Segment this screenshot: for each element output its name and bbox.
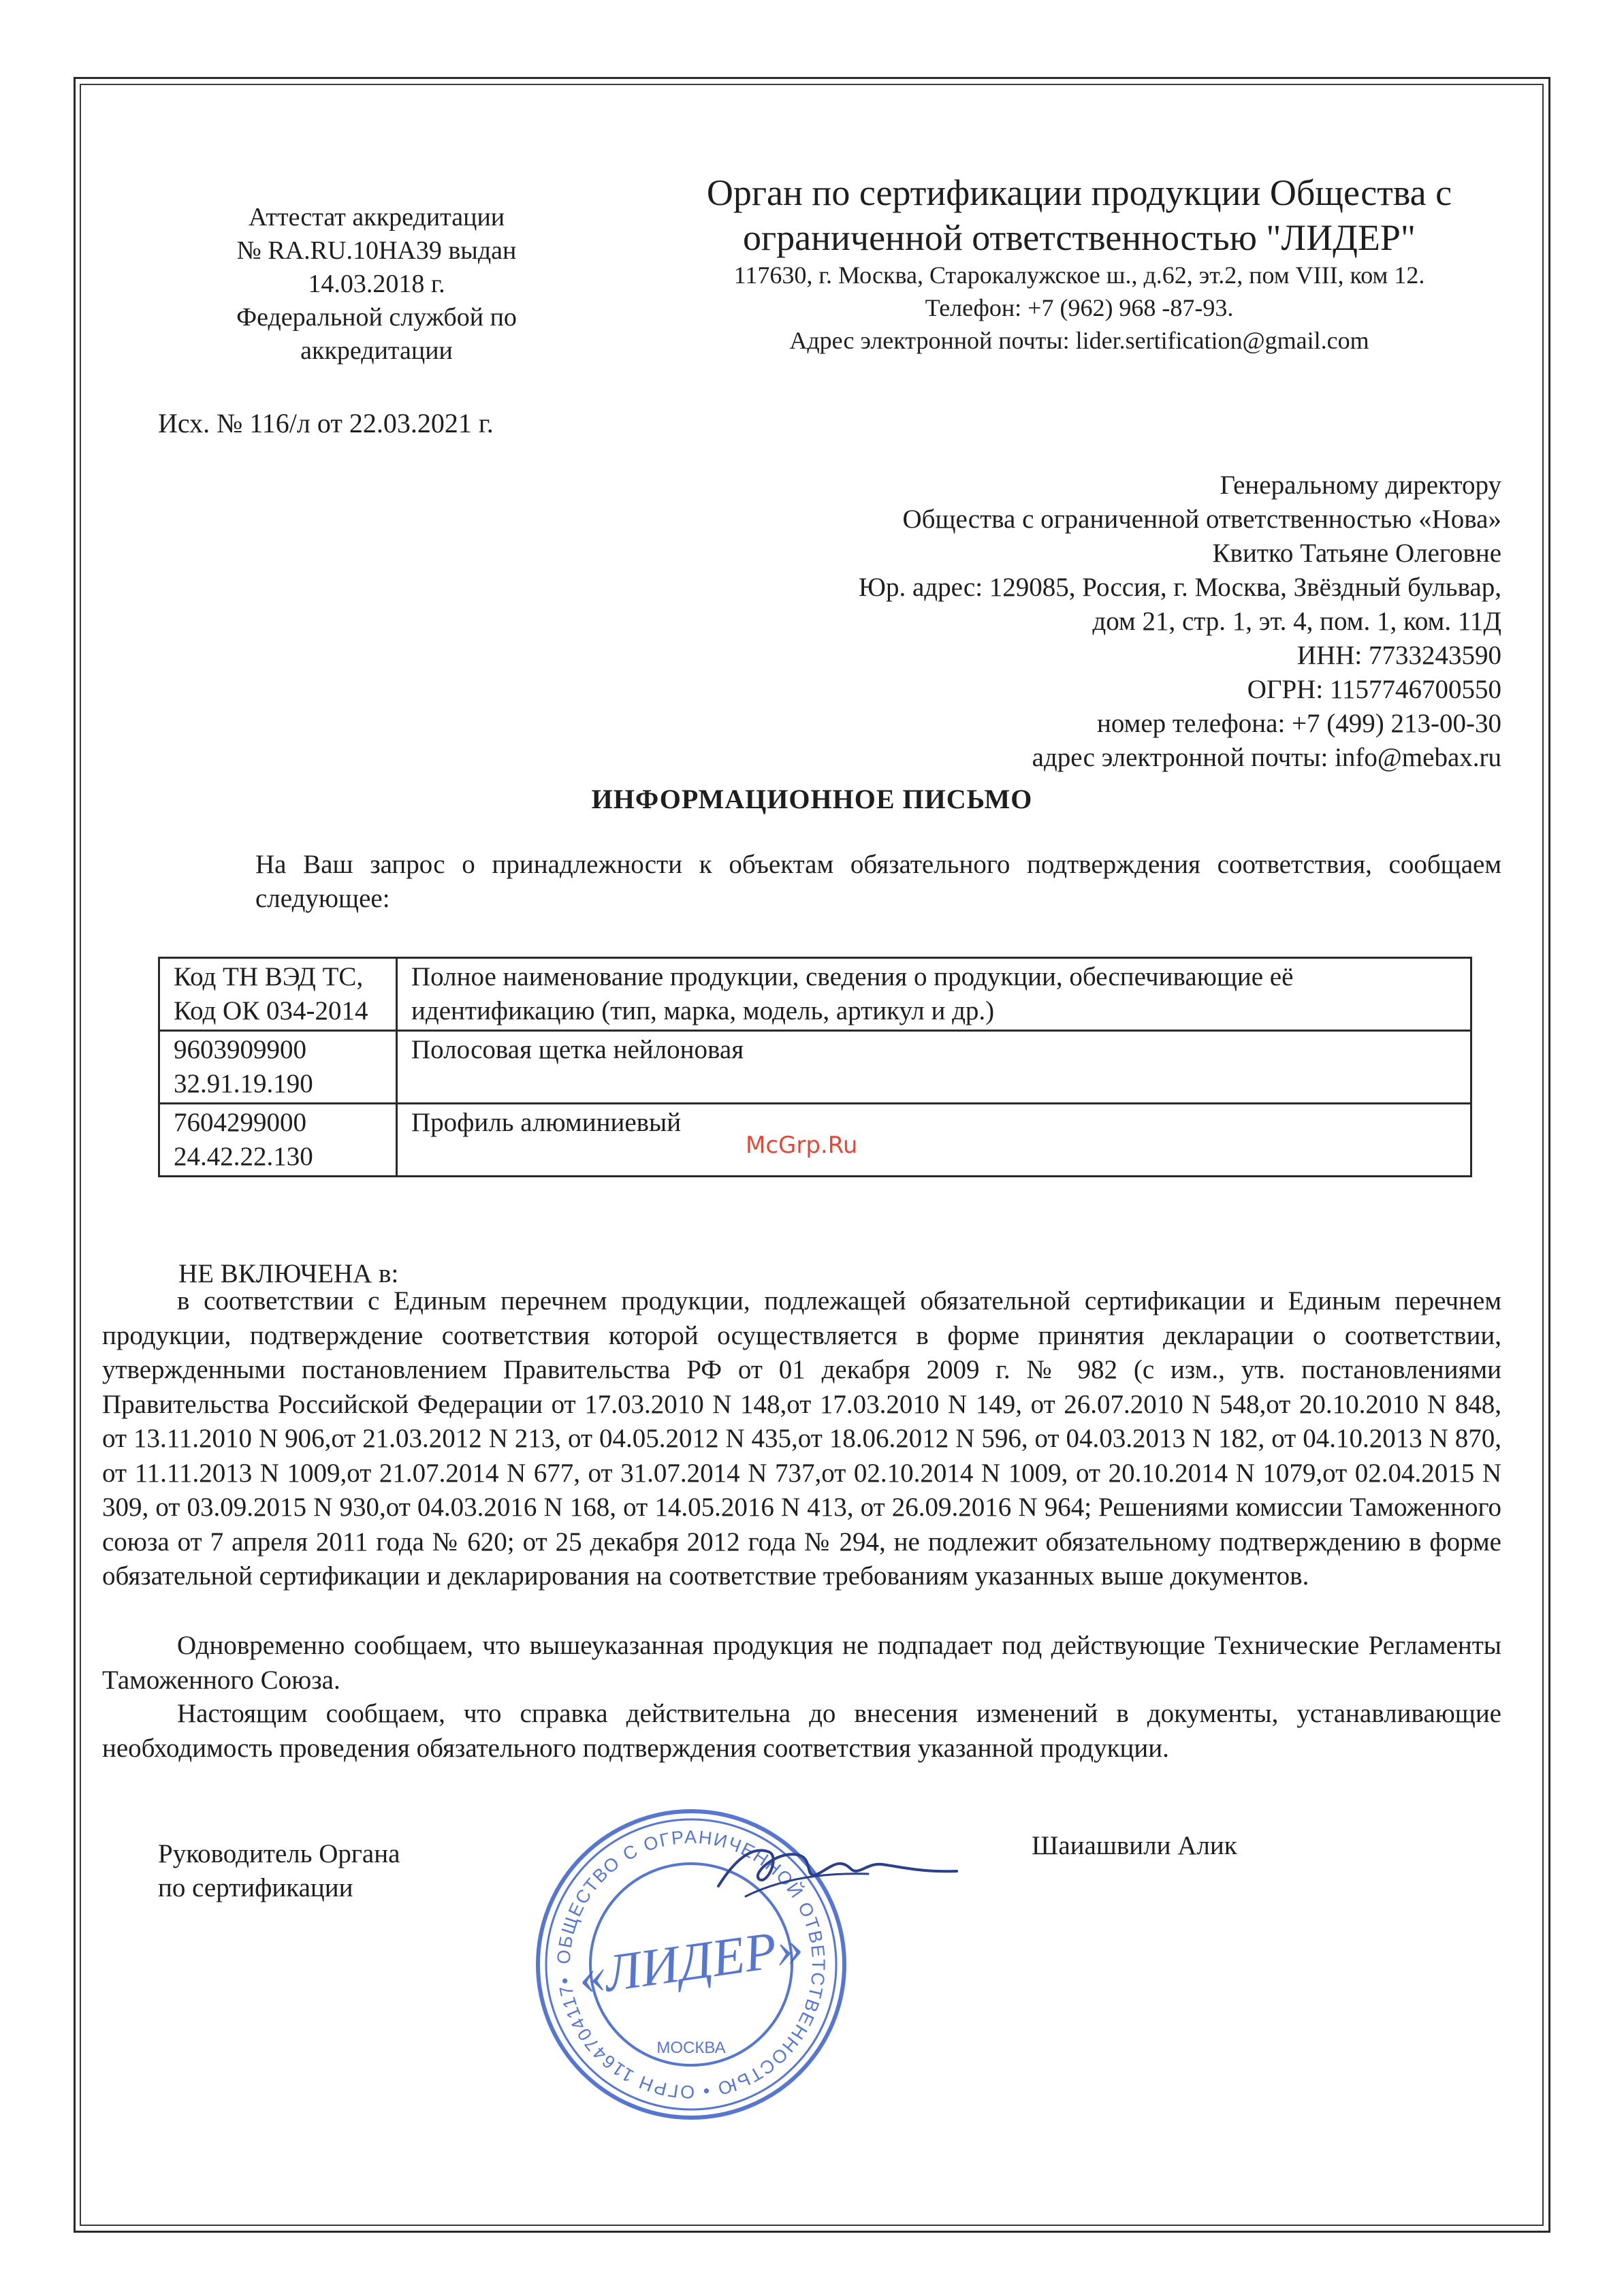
table-row xyxy=(159,1031,1471,1104)
accreditation-line: Аттестат аккредитации xyxy=(248,203,505,232)
main-paragraph: в соответствии с Единым перечнем продукции, подлежащей обязательной сертификации и Единым перечнем продукции, подтверждение соответствия которой осуществляется в форме принятия декларации о соответствии, утвержденными постановлением Правительства РФ от 01 декабря 2009 г. № 982 (с изм., утв. постановлениями Правительства Российской Федерации от 17.03.2010 N 148,от 17.03.2010 N 149, от 26.07.2010 N 548,от 20.10.2010 N 848, от 13.11.2010 N 906,от 21.03.2012 N 213, от 04.05.2012 N 435,от 18.06.2012 N 596, от 04.03.2013 N 182, от 04.10.2013 N 870, от 11.11.2013 N 1009,от 21.07.2014 N 677, от 31.07.2014 N 737,от 02.10.2014 N 1009, от 20.10.2014 N 1079,от 02.04.2015 N 309, от 03.09.2015 N 930,от 04.03.2016 N 168, от 14.05.2016 N 413, от 26.09.2016 N 964; Решениями комиссии Таможенного союза от 7 апреля 2011 года № 620; от 25 декабря 2012 года № 294, не подлежит обязательному подтверждению в форме обязательной сертификации и декларирования на соответствие требованиям указанных выше документов. xyxy=(102,1286,1501,1591)
header-code-cell: Код ТН ВЭД ТС, Код ОК 034-2014 xyxy=(159,958,397,1031)
accreditation-line: аккредитации xyxy=(300,336,453,365)
tn-ved-code: 7604299000 xyxy=(174,1108,306,1137)
signatory-title xyxy=(158,1837,400,1905)
accreditation-line: № RA.RU.10НА39 выдан xyxy=(236,236,517,265)
issuer-name-line: ограниченной ответственностью "ЛИДЕР" xyxy=(743,217,1416,258)
signature-stroke xyxy=(718,1850,957,1886)
tn-ved-code: 9603909900 xyxy=(174,1035,306,1064)
product-code-cell xyxy=(159,1104,397,1177)
outgoing-number: Исх. № 116/л от 22.03.2021 г. xyxy=(158,408,494,439)
issuer-email: Адрес электронной почты: lider.sertification@gmail.com xyxy=(789,327,1369,354)
recipient-line: Общества с ограниченной ответственностью «Нова» xyxy=(902,505,1501,534)
not-included-heading: НЕ ВКЛЮЧЕНА в: xyxy=(178,1259,399,1288)
seal-center-text: «ЛИДЕР» xyxy=(574,1916,807,2007)
product-name-cell: Полосовая щетка нейлоновая xyxy=(397,1031,1471,1104)
issuer-name xyxy=(664,170,1495,260)
technical-regulations-paragraph: Одновременно сообщаем, что вышеуказанная продукция не подпадает под действующие Технические Регламенты Таможенного Союза. xyxy=(102,1631,1501,1695)
handwritten-signature xyxy=(705,1832,964,1907)
table-header-row xyxy=(159,958,1471,1031)
recipient-line: Генеральному директору xyxy=(1220,471,1501,500)
header-name-cell: Полное наименование продукции, сведения о продукции, обеспечивающие её идентификацию (тип, марка, модель, артикул и др.) xyxy=(397,958,1471,1031)
accreditation-line: Федеральной службой по xyxy=(236,303,517,332)
recipient-line: дом 21, стр. 1, эт. 4, пом. 1, ком. 11Д xyxy=(1092,607,1501,636)
recipient-line: ОГРН: 1157746700550 xyxy=(1247,675,1501,704)
okpd-code: 24.42.22.130 xyxy=(174,1142,313,1171)
accreditation-line: 14.03.2018 г. xyxy=(308,270,445,298)
recipient-line: ИНН: 7733243590 xyxy=(1296,641,1501,670)
signature-underline xyxy=(746,1874,868,1896)
product-code-cell xyxy=(159,1031,397,1104)
recipient-line: Юр. адрес: 129085, Россия, г. Москва, Звёздный бульвар, xyxy=(858,573,1501,602)
issuer-contacts xyxy=(664,259,1495,357)
intro-paragraph: На Ваш запрос о принадлежности к объектам обязательного подтверждения соответствия, сообщаем следующее: xyxy=(255,850,1501,913)
recipient-line: адрес электронной почты: info@mebax.ru xyxy=(1032,743,1501,772)
product-name-cell: Профиль алюминиевый xyxy=(397,1104,1471,1177)
document-title: ИНФОРМАЦИОННОЕ ПИСЬМО xyxy=(591,784,1033,814)
recipient-block xyxy=(616,468,1501,775)
signatory-name: Шаиашвили Алик xyxy=(1032,1831,1237,1860)
validity-paragraph: Настоящим сообщаем, что справка действительна до внесения изменений в документы, устанавливающие необходимость проведения обязательного подтверждения соответствия указанной продукции. xyxy=(102,1699,1501,1763)
issuer-name-line: Орган по сертификации продукции Общества с xyxy=(706,172,1452,213)
recipient-line: номер телефона: +7 (499) 213-00-30 xyxy=(1097,709,1501,738)
issuer-phone: Телефон: +7 (962) 968 -87-93. xyxy=(925,294,1234,321)
issuer-address: 117630, г. Москва, Старокалужское ш., д.62, эт.2, пом VIII, ком 12. xyxy=(733,261,1425,289)
recipient-line: Квитко Татьяне Олеговне xyxy=(1212,539,1501,568)
seal-city-text: МОСКВА xyxy=(656,2039,726,2057)
seal-ring-text: ОБЩЕСТВО С ОГРАНИЧЕННОЙ ОТВЕТСТВЕННОСТЬЮ • ОГРН 1164704117• xyxy=(553,1826,829,2103)
accreditation-block xyxy=(182,201,571,368)
okpd-code: 32.91.19.190 xyxy=(174,1069,313,1098)
signatory-title-line: по сертификации xyxy=(158,1873,353,1902)
signatory-title-line: Руководитель Органа xyxy=(158,1839,400,1868)
site-watermark: McGrp.Ru xyxy=(746,1132,858,1159)
